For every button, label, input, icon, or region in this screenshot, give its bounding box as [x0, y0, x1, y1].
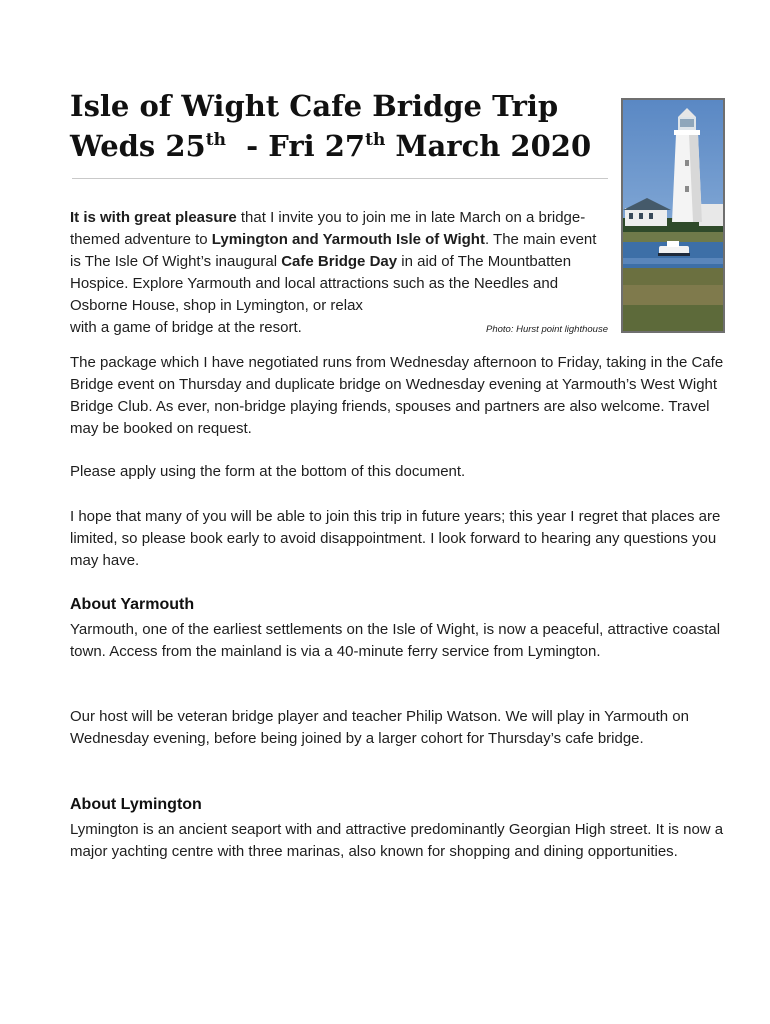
yarmouth-paragraph-2: Our host will be veteran bridge player and teacher Philip Watson. We will play in Yarmouth on Wednesday evening, before being joined by a larger cohort for Thursday’s cafe bridge.: [70, 708, 689, 747]
intro-text-2: . The main event is The Isle Of Wight’s inaugural: [70, 231, 597, 270]
title-ordinal-1: th: [205, 130, 226, 150]
intro-bold-destination: Lymington and Yarmouth Isle of Wight: [211, 231, 485, 248]
lymington-paragraph: Lymington is an ancient seaport with and attractive predominantly Georgian High street. It is now a major yachting centre with three marinas, also known for shopping and dining opportunities.: [70, 821, 724, 860]
title-line-2: [70, 129, 591, 163]
title-ordinal-2: th: [365, 130, 386, 150]
intro-bold-event: Cafe Bridge Day: [281, 253, 398, 270]
title-date-start: Weds 25: [70, 129, 206, 163]
title-divider: [72, 178, 608, 179]
photo-caption: Photo: Hurst point lighthouse: [486, 324, 608, 335]
intro-text-3: in aid of The Mountbatten Hospice. Explore Yarmouth and local attractions such as the Needles and Osborne House, shop in Lymington, or relax: [70, 253, 572, 314]
title-month-year: March 2020: [385, 129, 592, 163]
lighthouse-photo: [621, 98, 725, 333]
lymington-heading: About Lymington: [70, 796, 202, 813]
page-title: [70, 86, 610, 166]
intro-last-line: [70, 317, 610, 341]
intro-bold-pleasure: It is with great pleasure: [70, 209, 237, 226]
intro-text-4: with a game of bridge at the resort.: [70, 319, 302, 336]
package-paragraph: The package which I have negotiated runs from Wednesday afternoon to Friday, taking in the Cafe Bridge event on Thursday and duplicate bridge on Wednesday evening at Yarmouth’s West Wight Bridge Club. As ever, non-bridge playing friends, spouses and partners are also welcome. Travel may be booked on request.: [70, 354, 724, 437]
hope-paragraph: I hope that many of you will be able to join this trip in future years; this year I regret that places are limited, so please book early to avoid disappointment. I look forward to hearing any questions you may have.: [70, 508, 721, 569]
lighthouse-image: [623, 100, 723, 331]
apply-paragraph: Please apply using the form at the bottom of this document.: [70, 463, 466, 480]
intro-text-1: that I invite you to join me in late March on a bridge-themed adventure to: [70, 209, 586, 248]
intro-paragraph: [70, 207, 610, 341]
title-line-1: Isle of Wight Cafe Bridge Trip: [70, 89, 559, 123]
title-date-end: - Fri 27: [225, 129, 366, 163]
yarmouth-heading: About Yarmouth: [70, 596, 195, 613]
yarmouth-paragraph-1: Yarmouth, one of the earliest settlements on the Isle of Wight, is now a peaceful, attractive coastal town. Access from the mainland is via a 40-minute ferry service from Lymington.: [70, 621, 721, 660]
